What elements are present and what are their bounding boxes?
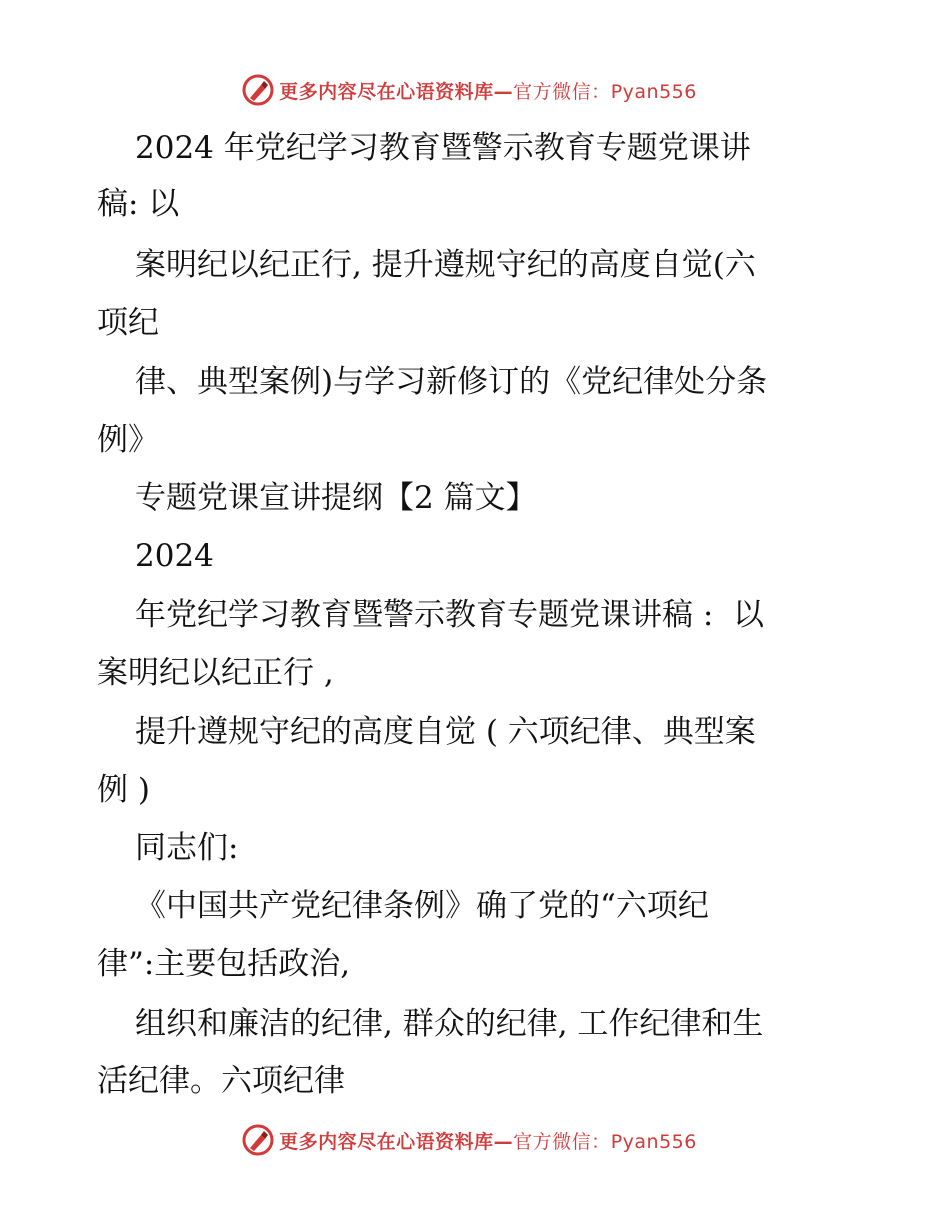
pen-logo-icon: [241, 1123, 275, 1157]
text-line: 专题党课宣讲提纲【2 篇文】: [135, 480, 537, 516]
text-line: 《中国共产党纪律条例》确了党的“六项纪: [135, 888, 709, 924]
text-line: 同志们:: [135, 830, 239, 866]
footer-banner-text: [279, 1127, 697, 1154]
footer-banner: [0, 1120, 950, 1160]
text-line: 提升遵规守纪的高度自觉 ( 六项纪律、典型案: [135, 714, 756, 750]
text-line: 活纪律。六项纪律: [97, 1063, 345, 1099]
header-banner-text: [279, 77, 697, 104]
header-wechat-label: 官方微信：: [513, 80, 611, 103]
header-banner: [0, 70, 950, 110]
text-line: 案明纪以纪正行, 提升遵规守纪的高度自觉(六: [135, 247, 756, 283]
footer-wechat-label: 官方微信：: [513, 1130, 611, 1153]
text-line: 年党纪学习教育暨警示教育专题党课讲稿 : 以: [135, 597, 765, 633]
pen-logo-icon: [241, 73, 275, 107]
text-line: 项纪: [97, 305, 159, 341]
header-wechat-id: Pyan556: [610, 80, 697, 103]
text-line: 例 ): [97, 772, 150, 808]
header-site-text: 更多内容尽在心语资料库: [279, 80, 494, 103]
header-separator: —: [493, 80, 514, 103]
text-line: 案明纪以纪正行 ,: [97, 655, 334, 691]
text-line: 2024: [135, 538, 214, 574]
footer-wechat-id: Pyan556: [610, 1130, 697, 1153]
footer-site-text: 更多内容尽在心语资料库: [279, 1130, 494, 1153]
footer-separator: —: [493, 1130, 514, 1153]
text-line: 律、典型案例)与学习新修订的《党纪律处分条: [135, 364, 768, 400]
text-line: 稿: 以: [97, 186, 180, 222]
text-line: 例》: [97, 422, 159, 458]
text-line: 律”:主要包括政治,: [97, 946, 351, 982]
text-line: 2024 年党纪学习教育暨警示教育专题党课讲: [135, 130, 751, 166]
text-line: 组织和廉洁的纪律, 群众的纪律, 工作纪律和生: [135, 1006, 764, 1042]
